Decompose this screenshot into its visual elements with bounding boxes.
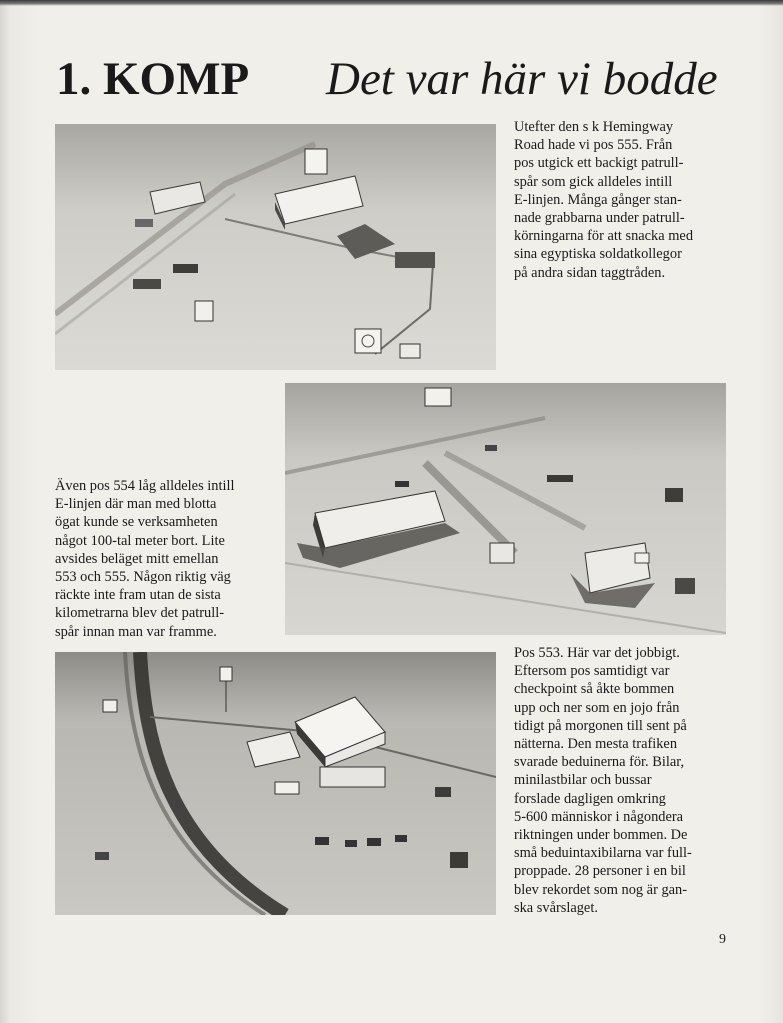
text-line: forslade dagligen omkring [514,790,666,807]
text-line: nade grabbarna under patrull- [514,210,685,227]
text-line: E-linjen. Många gånger stan- [514,191,682,208]
text-line: spår innan man var framme. [55,623,217,640]
photo-position-554 [285,383,726,635]
page-title: Det var här vi bodde [326,53,718,105]
photo-position-553 [55,652,496,915]
text-line: tidigt på morgonen till sent på [514,717,687,734]
text-line: minilastbilar och bussar [514,772,652,789]
text-line: avsides beläget mitt emellan [55,550,219,567]
text-line: ögat kunde se verksamheten [55,514,218,531]
text-line: ska svårslaget. [514,899,598,916]
text-line: E-linjen där man med blotta [55,496,217,513]
photo-position-555 [55,124,496,370]
text-line: blev rekordet som nog är gan- [514,881,688,898]
text-line: nätterna. Den mesta trafiken [514,736,678,753]
text-line: Eftersom pos samtidigt var [514,663,670,680]
company-heading: 1. KOMP [56,53,250,105]
text-line: 5-600 människor i någondera [514,808,684,825]
text-line: sina egyptiska soldatkollegor [514,246,682,263]
text-line: checkpoint så åkte bommen [514,681,675,698]
page-top-edge [0,0,783,6]
text-line: Road hade vi pos 555. Från [514,137,673,154]
text-line: på andra sidan taggtråden. [514,264,666,281]
text-line: upp och ner som en jojo från [514,699,680,716]
text-line: körningarna för att snacka med [514,228,694,245]
caption-position-554 [55,477,268,641]
text-line: kilometrarna blev det patrull- [55,605,225,622]
text-line: pos utgick ett backigt patrull- [514,155,684,172]
text-line: Även pos 554 låg alldeles intill [55,478,235,494]
text-line: räckte inte fram utan de sista [55,587,221,604]
page-number: 9 [719,932,726,947]
text-line: spår som gick alldeles intill [514,173,673,190]
text-line: 553 och 555. Någon riktig väg [55,569,231,586]
text-line: svarade beduinerna för. Bilar, [514,754,685,771]
text-line: proppade. 28 personer i en bil [514,863,686,880]
caption-position-555 [514,118,727,282]
text-line: något 100-tal meter bort. Lite [55,532,225,549]
caption-position-553 [514,644,727,917]
text-line: riktningen under bommen. De [514,827,688,844]
text-line: små beduintaxibilarna var full- [514,845,692,862]
text-line: Utefter den s k Hemingway [514,119,674,135]
text-line: Pos 553. Här var det jobbigt. [514,645,680,661]
